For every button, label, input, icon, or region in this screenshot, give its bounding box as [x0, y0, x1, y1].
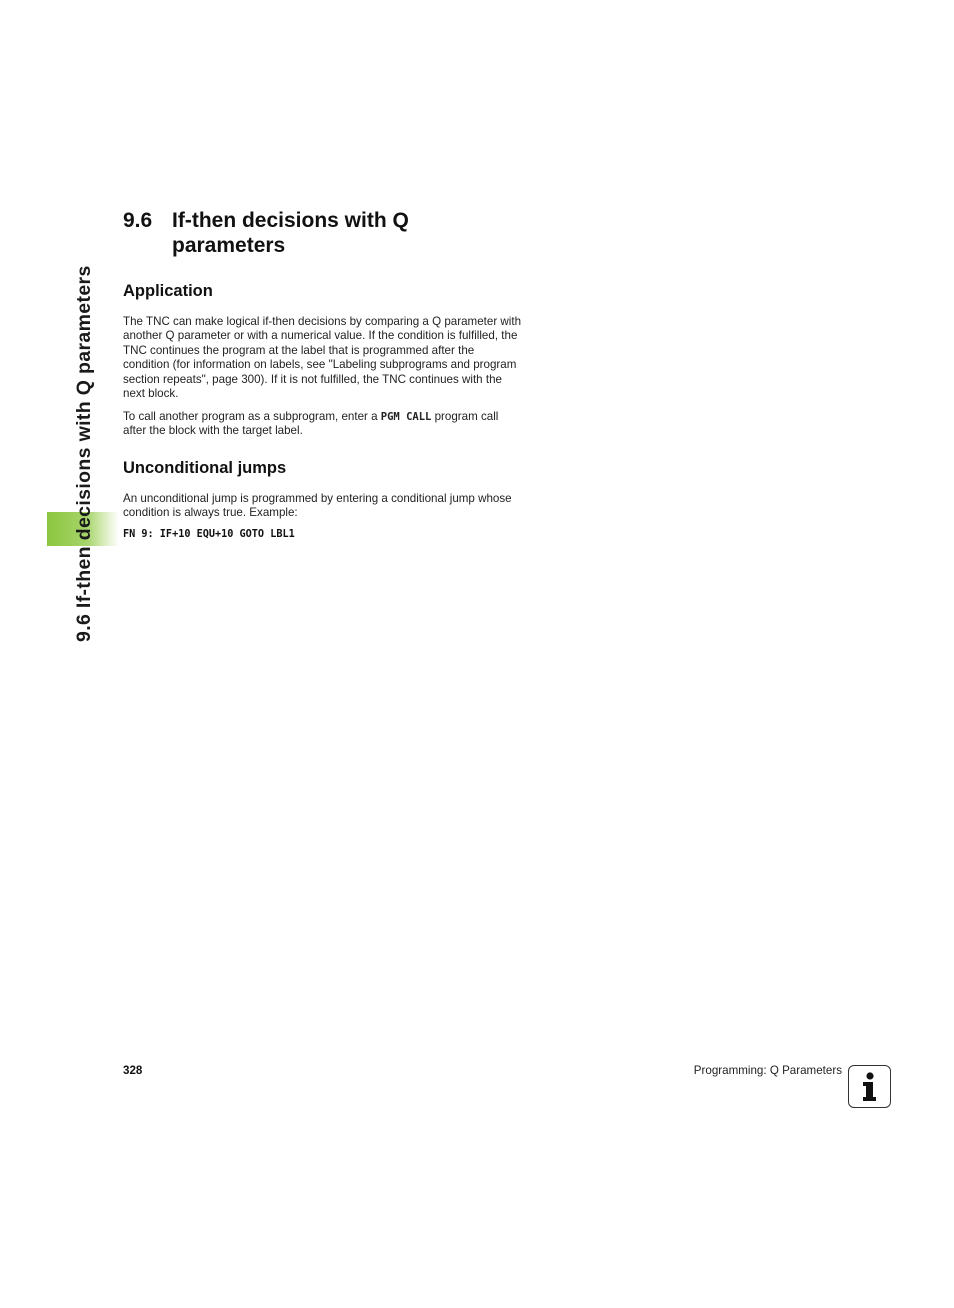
- side-chapter-title: 9.6 If-then decisions with Q parameters: [73, 265, 95, 642]
- example-code: FN 9: IF+10 EQU+10 GOTO LBL1: [123, 529, 295, 540]
- footer-chapter-title: Programming: Q Parameters: [693, 1064, 842, 1077]
- application-paragraph: The TNC can make logical if-then decisions by comparing a Q parameter with another Q parameter or with a numerical value. If the condition is fulfilled, the TNC continues the program at the label that is programmed after the condition (for information on labels, see "Labeling subprograms and program section repeats", page 300). If it is not fulfilled, the TNC continues with the next block.: [123, 315, 522, 401]
- section-title: If-then decisions with Q parameters: [172, 209, 409, 257]
- subprogram-text-after: program call after the block with the target label.: [123, 410, 499, 438]
- pgm-call-code: PGM CALL: [380, 411, 432, 423]
- subprogram-paragraph: [123, 410, 523, 439]
- page-number: 328: [123, 1064, 143, 1077]
- section-number: 9.6: [123, 209, 153, 232]
- unconditional-jumps-heading: Unconditional jumps: [123, 459, 287, 477]
- application-heading: Application: [123, 282, 213, 300]
- info-icon: [848, 1065, 891, 1108]
- unconditional-paragraph: An unconditional jump is programmed by entering a conditional jump whose condition is always true. Example:: [123, 492, 512, 520]
- subprogram-text-before: To call another program as a subprogram, enter a: [123, 410, 381, 423]
